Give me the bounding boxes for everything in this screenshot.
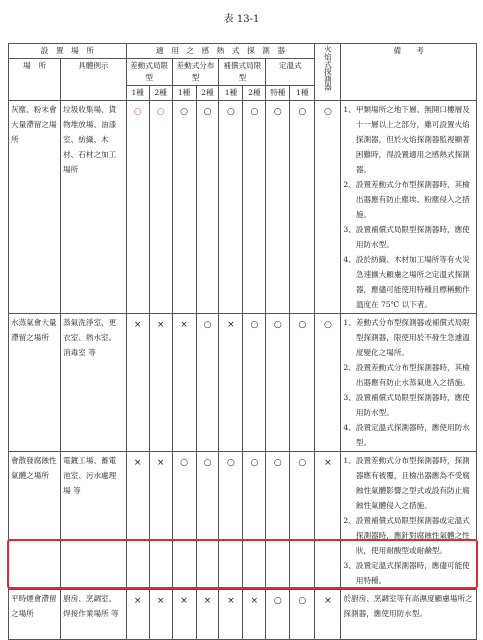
remark-item: 1、 設置差動式分布型探測器時，探測器應有被覆，且檢出器應為不受腐蝕性氣體影響之型式或設有防止腐蝕性氣體侵入之措施。	[343, 456, 470, 510]
row-example: 電鍍工場、蓄電池室、污水處理場 等	[61, 452, 127, 590]
symbol-cell: ○	[266, 590, 290, 640]
row-remarks	[341, 314, 477, 452]
symbol-cell: ○	[315, 314, 341, 452]
row-remarks	[341, 452, 477, 590]
symbol-cell: ○	[266, 101, 290, 314]
header-class2: 2種	[196, 86, 219, 101]
symbol-cell: ×	[126, 452, 149, 590]
remark-item: 3、 設置補償式局限型探測器時，應使用防水型。	[343, 225, 470, 249]
symbol-cell: ×	[149, 590, 172, 640]
remark-item: 4、 設置定溫式探測器時，應使用防水型。	[343, 423, 470, 447]
symbol-cell: ○	[172, 101, 196, 314]
header-class1: 1種	[126, 86, 149, 101]
header-special: 特種	[266, 86, 290, 101]
symbol-cell: ○	[149, 101, 172, 314]
symbol-cell: ×	[315, 590, 341, 640]
header-fixed-temp: 定溫式	[266, 59, 315, 86]
symbol-cell: ×	[149, 314, 172, 452]
remark-item: 1、 甲類場所之地下層、無開口樓層及十一層以上之部分，雖可設置火焰探測器，但於火焰探測器監視顯著困難時，得設置適用之感熱式探測器。	[343, 105, 470, 174]
header-row-1	[9, 44, 477, 59]
symbol-cell: ○	[290, 452, 315, 590]
symbol-cell: ○	[266, 452, 290, 590]
remark-item: 3、 設置定溫式探測器時，應儘可能使用特種。	[343, 561, 470, 585]
symbol-cell: ○	[219, 101, 243, 314]
header-installation-place: 設 置 場 所	[9, 44, 127, 59]
header-class2: 2種	[149, 86, 172, 101]
symbol-cell: ○	[290, 101, 315, 314]
header-class1: 1種	[290, 86, 315, 101]
detector-table	[8, 43, 477, 640]
symbol-cell: ○	[243, 452, 266, 590]
symbol-cell: ×	[149, 452, 172, 590]
symbol-cell: ○	[196, 314, 219, 452]
table-caption: 表 13-1	[223, 14, 260, 25]
symbol-cell: ○	[243, 101, 266, 314]
row-place: 會散發腐蝕性氣體之場所	[9, 452, 61, 590]
row-remarks	[341, 590, 477, 640]
header-example: 具體例示	[61, 59, 127, 101]
symbol-cell: ×	[126, 314, 149, 452]
symbol-cell: ○	[315, 101, 341, 314]
symbol-cell: ○	[172, 452, 196, 590]
symbol-cell: ×	[196, 590, 219, 640]
symbol-cell: ○	[196, 452, 219, 590]
remark-item: 2、 設置差動式分布型探測器時，其檢出器應有防止水蒸氣進入之措施。	[343, 363, 470, 387]
symbol-cell: ○	[126, 101, 149, 314]
header-class1: 1種	[172, 86, 196, 101]
table-row	[9, 452, 477, 590]
table-row	[9, 590, 477, 640]
symbol-cell: ×	[243, 590, 266, 640]
header-diff-dist: 差動式分布型	[172, 59, 219, 86]
row-place: 平時煙會滯留之場所	[9, 590, 61, 640]
table-row	[9, 314, 477, 452]
remark-item: 2、 設置補償式局限型探測器或定溫式探測器時，應針對腐蝕性氣體之性狀，使用耐酸型或耐鹼型。	[343, 516, 470, 555]
symbol-cell: ○	[266, 314, 290, 452]
symbol-cell: ○	[290, 590, 315, 640]
symbol-cell: ×	[172, 590, 196, 640]
row-example: 垃圾收集場、貨物堆放場、油漆室、紡織、木材、石材之加工場所	[61, 101, 127, 314]
header-applicable-detector: 適 用 之 感 熱 式 探 測 器	[126, 44, 315, 59]
symbol-cell: ×	[219, 590, 243, 640]
symbol-cell: ×	[219, 314, 243, 452]
row-example: 廚房、烹調室、焊接作業場所 等	[61, 590, 127, 640]
symbol-cell: ×	[172, 314, 196, 452]
header-class2: 2種	[243, 86, 266, 101]
remark-item: 於廚房、烹調室等有高濕度顧慮場所之探測器，應使用防水型。	[343, 594, 473, 618]
row-remarks	[341, 101, 477, 314]
header-flame-detector: 火焰式探測器	[315, 44, 341, 101]
header-comp-spot: 補償式局限型	[219, 59, 266, 86]
symbol-cell: ○	[219, 452, 243, 590]
table-row	[9, 101, 477, 314]
header-remarks: 備 考	[341, 44, 477, 101]
header-diff-spot: 差動式局限型	[126, 59, 172, 86]
symbol-cell: ○	[243, 314, 266, 452]
remark-item: 1、 差動式分布型探測器或補償式局限型探測器，限使用於不發生急遽溫度變化之場所。	[343, 318, 470, 357]
header-class1: 1種	[219, 86, 243, 101]
symbol-cell: ○	[290, 314, 315, 452]
symbol-cell: ×	[126, 590, 149, 640]
remark-item: 3、 設置補償式局限型探測器時，應使用防水型。	[343, 393, 470, 417]
symbol-cell: ×	[315, 452, 341, 590]
remark-item: 2、 設置差動式分布型探測器時，其檢出器應有防止塵埃、粉塵侵入之措施。	[343, 180, 470, 219]
remark-item: 4、 設於紡織、木材加工場所等有火災急速擴大顧慮之場所之定溫式探測器，應儘可能使用特種且標稱動作溫度在 75℃ 以下者。	[343, 255, 470, 309]
row-place: 灰塵、粉末會大量滯留之場所	[9, 101, 61, 314]
row-example: 蒸氣洗淨室、更衣室、熱水室、消毒室 等	[61, 314, 127, 452]
symbol-cell: ○	[196, 101, 219, 314]
row-place: 水蒸氣會大量滯留之場所	[9, 314, 61, 452]
header-place: 場 所	[9, 59, 61, 101]
